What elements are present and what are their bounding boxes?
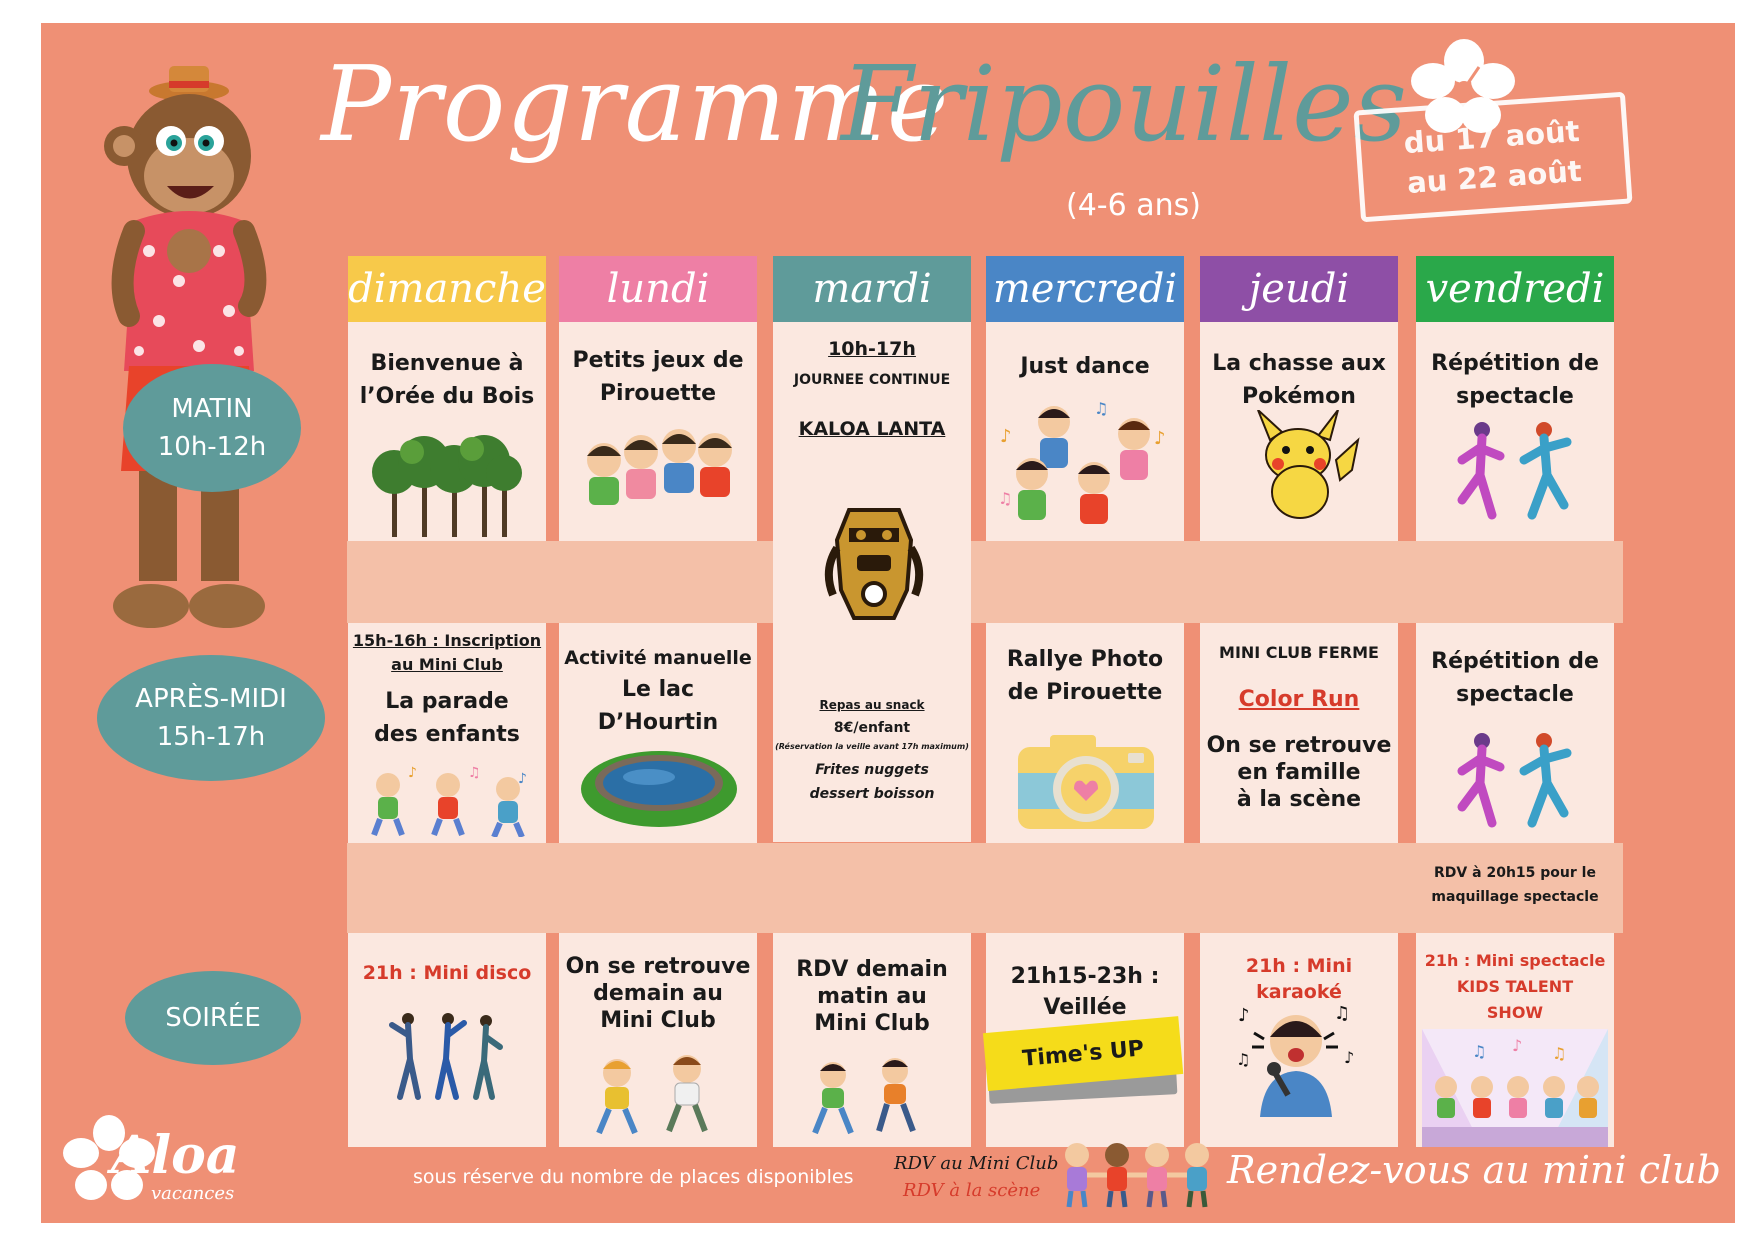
logo-vacances: vacances <box>151 1183 235 1204</box>
cell-evening-mardi <box>773 933 971 1147</box>
cell-morning-vendredi <box>1416 322 1614 541</box>
period-soiree-label: SOIRÉE <box>165 1003 261 1033</box>
tiki-statue-icon <box>819 500 929 625</box>
cell-afternoon-jeudi <box>1200 623 1398 843</box>
morning-dimanche-line2: l’Orée du Bois <box>359 384 535 409</box>
period-matin-time: 10h-12h <box>157 432 267 462</box>
morning-lundi-line1: Petits jeux de <box>572 348 744 373</box>
afternoon-jeudi-line3: à la scène <box>1236 787 1362 812</box>
cell-afternoon-mercredi <box>986 623 1184 843</box>
afternoon-dimanche-line2: des enfants <box>374 722 520 747</box>
date-stamp <box>1353 92 1632 223</box>
cell-afternoon-vendredi <box>1416 623 1614 843</box>
period-soiree <box>125 971 301 1065</box>
svg-text:♪: ♪ <box>1154 428 1166 449</box>
evening-vendredi-line2: KIDS TALENT <box>1456 977 1574 996</box>
afternoon-jeudi-color-run: Color Run <box>1238 687 1360 712</box>
date-line-2: au 22 août <box>1406 153 1583 201</box>
morning-jeudi-line1: La chasse aux <box>1212 351 1386 376</box>
cell-morning-jeudi <box>1200 322 1398 541</box>
kids-holding-hands-icon <box>1059 1139 1219 1209</box>
evening-lundi-line1: On se retrouve <box>565 954 751 979</box>
svg-text:♫: ♫ <box>1236 1050 1251 1069</box>
day-mercredi: mercredi <box>986 256 1184 322</box>
evening-mercredi-line1: 21h15-23h : <box>1010 964 1160 989</box>
afternoon-jeudi-line1: On se retrouve <box>1206 733 1392 758</box>
disco-dancers-icon <box>388 1011 508 1101</box>
mardi-menu1: Frites nuggets <box>815 762 929 778</box>
afternoon-dimanche-inscription1: 15h-16h : Inscription <box>352 631 542 650</box>
band-midday <box>347 541 1623 623</box>
camera-icon <box>1016 733 1156 831</box>
pikachu-icon <box>1240 410 1360 520</box>
afternoon-mercredi-line1: Rallye Photo <box>1006 647 1164 672</box>
kids-playing-icon <box>579 422 739 522</box>
svg-text:♫: ♫ <box>998 489 1013 508</box>
title-programme: Programme <box>321 43 950 165</box>
lake-icon <box>579 741 739 831</box>
svg-text:♫: ♫ <box>1334 1003 1351 1024</box>
cell-morning-dimanche <box>348 322 546 541</box>
svg-text:♪: ♪ <box>1238 1005 1250 1026</box>
cell-evening-vendredi <box>1416 933 1614 1147</box>
evening-lundi-line2: demain au <box>593 981 723 1006</box>
svg-text:♪: ♪ <box>408 765 417 781</box>
running-kids-icon <box>583 1053 723 1139</box>
day-dimanche: dimanche <box>348 256 546 322</box>
mardi-menu2: dessert boisson <box>809 786 935 802</box>
svg-text:♪: ♪ <box>518 771 527 787</box>
evening-mardi-line2: matin au <box>817 984 927 1009</box>
poster <box>41 23 1735 1223</box>
cell-evening-jeudi <box>1200 933 1398 1147</box>
afternoon-vendredi-line1: Répétition de <box>1431 649 1599 674</box>
day-mardi: mardi <box>773 256 971 322</box>
dancers-icon <box>1452 420 1582 530</box>
cell-evening-lundi <box>559 933 757 1147</box>
period-apres-midi-label: APRÈS-MIDI <box>135 684 287 714</box>
band-note-line1: RDV à 20h15 pour le <box>1434 865 1596 881</box>
svg-text:♫: ♫ <box>1094 399 1109 418</box>
morning-mercredi-text: Just dance <box>1020 354 1150 379</box>
afternoon-lundi-line2: Le lac D’Hourtin <box>597 677 719 735</box>
mardi-activity: KALOA LANTA <box>798 418 946 440</box>
band-note-line2: maquillage spectacle <box>1431 889 1599 905</box>
evening-lundi-line3: Mini Club <box>600 1008 716 1033</box>
day-jeudi: jeudi <box>1200 256 1398 322</box>
cell-evening-dimanche <box>348 933 546 1147</box>
afternoon-dimanche-line1: La parade <box>385 689 509 714</box>
times-up-label: Time's UP <box>1021 1035 1145 1072</box>
morning-dimanche-line1: Bienvenue à <box>370 351 524 376</box>
date-line-1: du 17 août <box>1402 113 1581 161</box>
evening-jeudi-text: 21h : Mini karaoké <box>1245 955 1353 1003</box>
afternoon-lundi-line1: Activité manuelle <box>564 647 752 669</box>
band-note <box>1415 861 1615 909</box>
cell-mardi-full <box>773 322 971 842</box>
morning-vendredi-line1: Répétition de <box>1431 351 1599 376</box>
logo-aloa: Aloa <box>111 1125 240 1186</box>
footer-note: sous réserve du nombre de places disponibles <box>413 1166 854 1188</box>
dancers-icon <box>1452 731 1582 831</box>
afternoon-mercredi-line2: de Pirouette <box>1007 680 1163 705</box>
evening-mardi-line1: RDV demain <box>796 957 948 982</box>
cell-afternoon-lundi <box>559 623 757 843</box>
title-fripouilles: Fripouilles <box>841 43 1408 165</box>
evening-vendredi-line3: SHOW <box>1486 1003 1544 1022</box>
monkey-mascot-icon <box>79 51 299 636</box>
cell-morning-lundi <box>559 322 757 541</box>
mardi-time: 10h-17h <box>828 338 916 360</box>
svg-text:♪: ♪ <box>1512 1036 1523 1055</box>
cell-evening-mercredi <box>986 933 1184 1147</box>
mardi-repas: Repas au snack <box>819 698 925 712</box>
evening-mardi-line3: Mini Club <box>814 1011 930 1036</box>
trees-icon <box>372 427 522 537</box>
period-matin-label: MATIN <box>171 394 253 424</box>
dancing-kids-icon <box>994 394 1179 534</box>
evening-vendredi-line1: 21h : Mini spectacle <box>1424 951 1606 970</box>
running-boys-icon <box>803 1057 933 1137</box>
mardi-reservation: (Réservation la veille avant 17h maximum) <box>775 742 969 751</box>
evening-dimanche-text: 21h : Mini disco <box>362 962 532 984</box>
kids-show-stage-icon <box>1422 1029 1608 1147</box>
afternoon-dimanche-inscription2: au Mini Club <box>391 655 503 674</box>
afternoon-jeudi-closed: MINI CLUB FERME <box>1219 643 1379 662</box>
mardi-journee: JOURNEE CONTINUE <box>793 372 951 388</box>
afternoon-jeudi-line2: en famille <box>1237 760 1361 785</box>
mardi-price: 8€/enfant <box>833 720 911 736</box>
parade-kids-icon <box>358 765 538 837</box>
period-apres-midi-time: 15h-17h <box>156 722 266 752</box>
cell-morning-mercredi <box>986 322 1184 541</box>
svg-text:♫: ♫ <box>1552 1044 1567 1063</box>
day-lundi: lundi <box>559 256 757 322</box>
svg-text:♪: ♪ <box>1344 1048 1355 1067</box>
morning-jeudi-line2: Pokémon <box>1242 384 1356 409</box>
afternoon-vendredi-line2: spectacle <box>1456 682 1574 707</box>
age-range: (4-6 ans) <box>1066 188 1201 223</box>
period-matin <box>123 364 301 492</box>
karaoke-singer-icon <box>1234 999 1364 1117</box>
legend-rdv-scene: RDV à la scène <box>903 1180 1041 1201</box>
morning-lundi-line2: Pirouette <box>599 381 717 406</box>
cell-afternoon-dimanche <box>348 623 546 843</box>
svg-text:♪: ♪ <box>1000 426 1012 447</box>
evening-mercredi-line2: Veillée <box>1043 995 1127 1020</box>
legend-rdv-club: RDV au Mini Club <box>894 1153 1059 1174</box>
day-vendredi: vendredi <box>1416 256 1614 322</box>
morning-vendredi-line2: spectacle <box>1456 384 1574 409</box>
rendez-vous-slogan: Rendez-vous au mini club <box>1227 1148 1721 1192</box>
svg-text:♫: ♫ <box>468 765 481 781</box>
period-apres-midi <box>97 655 325 781</box>
svg-text:♫: ♫ <box>1472 1042 1487 1061</box>
